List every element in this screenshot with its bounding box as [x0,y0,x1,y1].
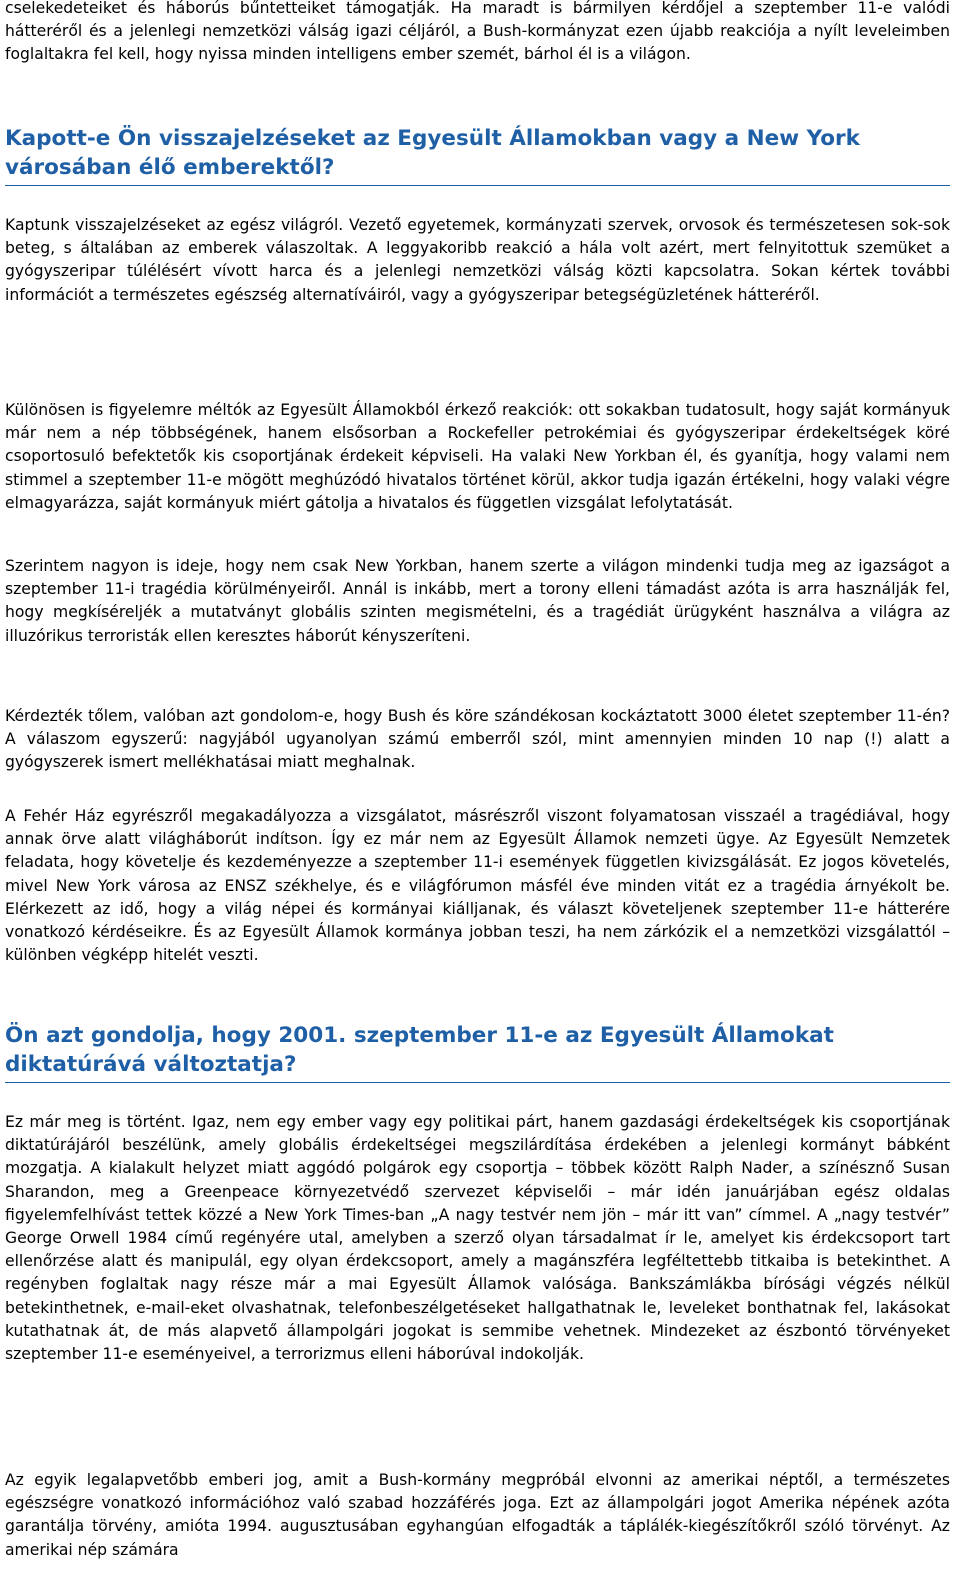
paragraph-7: Az egyik legalapvetőbb emberi jog, amit a Bush-kormány megpróbál elvonni az amerikai néptől, a természetes egészségre vonatkozó információhoz való szabad hozzáférés joga. Ezt az állampolgári jogot Amerika népének azóta garantálja törvény, amióta 1994. augusztusában egyhangúan elfogadták a táplálék-kiegészítőkről szóló törvényt. Az amerikai nép számára [5,1471,950,1559]
intro-paragraph-block [5,0,950,67]
paragraph-3: Szerintem nagyon is ideje, hogy nem csak New Yorkban, hanem szerte a világon mindenki tudja meg az igazságot a szeptember 11-i tragédia körülményeiről. Annál is inkább, mert a torony elleni támadást azóta is arra használják fel, hogy megkíséreljék a mutatványt globális szinten megismételni, és a tragédiát ürügyként használva a világra az illuzórikus terroristák ellen keresztes háborút kényszeríteni. [5,557,950,645]
section-heading-2: Ön azt gondolja, hogy 2001. szeptember 11-e az Egyesült Államokat diktatúrává változtatja? [5,1021,950,1083]
paragraph-5: A Fehér Ház egyrészről megakadályozza a vizsgálatot, másrészről viszont folyamatosan visszaél a tragédiával, hogy annak örve alatt világháborút indítson. Így ez már nem az Egyesült Államok nemzeti ügye. Az Egyesült Nemzetek feladata, hogy követelje és kezdeményezze a szeptember 11-i események független kivizsgálását. Ez jogos követelés, mivel New York városa az ENSZ székhelye, és e világfórumon másfél éve minden vitát ez a tragédia árnyékolt be. Elérkezett az idő, hogy a világ népei és kormányai kiálljanak, és választ követeljenek szeptember 11-e hátterére vonatkozó kérdéseikre. És az Egyesült Államok kormánya jobban teszi, ha nem zárkózik el a nemzetközi vizsgálattól – különben végképp hitelét veszti. [5,807,950,965]
paragraph-1: Kaptunk visszajelzéseket az egész világról. Vezető egyetemek, kormányzati szervek, orvosok és természetesen sok-sok beteg, s általában az emberek válaszoltak. A leggyakoribb reakció a hála volt azért, mert felnyitottuk szemüket a gyógyszeripar túlélésért vívott harca és a jelenlegi nemzetközi válság közti kapcsolatra. Sokan kértek további információt a természetes egészség alternatíváiról, vagy a gyógyszeripar betegségüzletének hátteréről. [5,216,950,304]
paragraph-4-block [5,705,950,775]
section-heading-1-block [5,124,950,186]
paragraph-4: Kérdezték tőlem, valóban azt gondolom-e, hogy Bush és köre szándékosan kockáztatott 3000 életet szeptember 11-én? A válaszom egyszerű: nagyjából ugyanolyan számú emberről szól, mint amennyien minden 10 nap (!) alatt a gyógyszerek ismert mellékhatásai miatt meghalnak. [5,707,950,772]
paragraph-6: Ez már meg is történt. Igaz, nem egy ember vagy egy politikai párt, hanem gazdasági érdekeltségek kis csoportjának diktatúrájáról beszélünk, amely globális érdekeltségei megszilárdítása érdekében a jelenlegi kormányt bábként mozgatja. A kialakult helyzet miatt aggódó polgárok egy csoportja – többek között Ralph Nader, a színésznő Susan Sharandon, meg a Greenpeace környezetvédő szervezet képviselői – már idén januárjában egész oldalas figyelemfelhívást tettek közzé a New York Times-ban „A nagy testvér nem jön – már itt van” címmel. A „nagy testvér” George Orwell 1984 című regényére utal, amelyben a szerző olyan társadalmat ír le, amelyet kis érdekcsoport tart ellenőrzése alatt és manipulál, egy olyan érdekcsoport, amely a magánszféra legféltettebb titkaiba is betekinthet. A regényben foglaltak nagy része már a mai Egyesült Államok valósága. Bankszámlákba bírósági végzés nélkül betekinthetnek, e-mail-eket olvashatnak, telefonbeszélgetéseket hallgathatnak le, leveleket bonthatnak fel, lakásokat kutathatnak át, de más alapvető állampolgári jogokat is semmibe vehetnek. Mindezeket az észbontó törvényeket szeptember 11-e eseményeivel, a terrorizmus elleni háborúval indokolják. [5,1113,950,1364]
paragraph-5-block [5,805,950,967]
paragraph-2: Különösen is figyelemre méltók az Egyesült Államokból érkező reakciók: ott sokakban tudatosult, hogy saját kormányuk már nem a nép többségének, hanem elsősorban a Rockefeller petrokémiai és gyógyszeripar érdekeltségek köré csoportosuló befektetők kis csoportjának érdekeit képviseli. Ha valaki New Yorkban él, és gyanítja, hogy valami nem stimmel a szeptember 11-e mögött meghúzódó hivatalos történet körül, akkor tudja igazán értékelni, hogy valaki végre elmagyarázza, saját kormányuk miért gátolja a hivatalos és független vizsgálat lefolytatását. [5,401,950,512]
section-heading-1: Kapott-e Ön visszajelzéseket az Egyesült Államokban vagy a New York városában élő emberektől? [5,124,950,186]
paragraph-7-block [5,1469,950,1562]
paragraph-3-block [5,555,950,648]
paragraph-2-block [5,399,950,515]
paragraph-6-block [5,1111,950,1366]
paragraph-1-block [5,214,950,307]
intro-paragraph: cselekedeteiket és háborús bűntetteiket támogatják. Ha maradt is bármilyen kérdőjel a szeptember 11-e valódi hátteréről és a jelenlegi nemzetközi válság igazi céljáról, a Bush-kormányzat ezen újabb reakciója a nyílt leveleimben foglaltakra fel kell, hogy nyissa minden intelligens ember szemét, bárhol él is a világon. [5,0,950,64]
section-heading-2-block [5,1021,950,1083]
